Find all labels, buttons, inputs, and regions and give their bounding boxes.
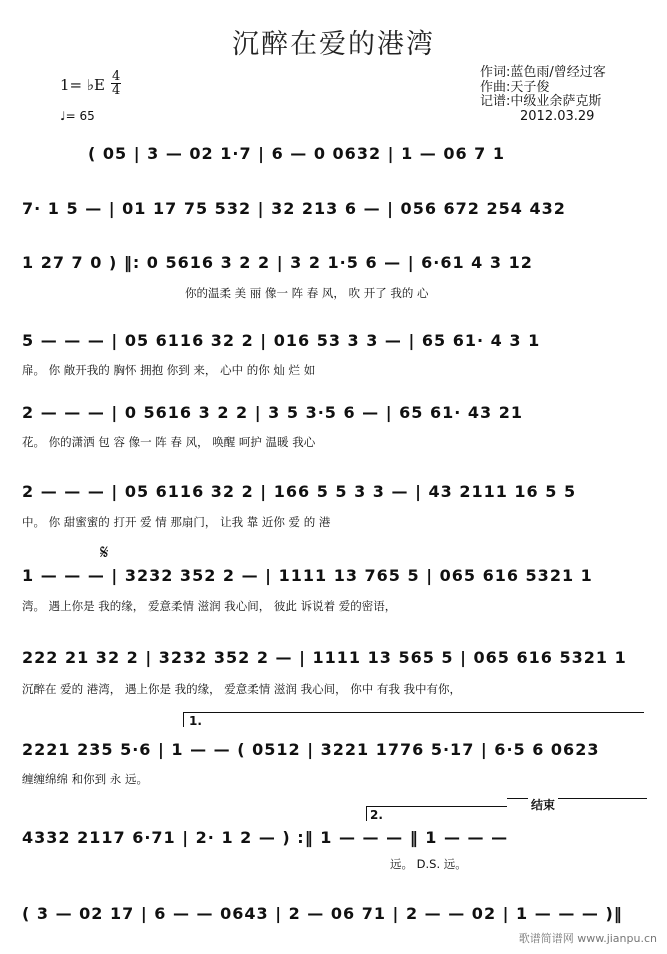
lyrics-row-9: 缠缠绵绵 和你到 永 远。 [22,772,148,786]
volta-2-label: 2. [370,808,383,822]
volta-1-label: 1. [189,714,202,728]
segno-sign: 𝄋 [100,540,109,564]
time-signature [111,70,121,97]
ending-label: 结束 [528,796,558,813]
lyrics-row-7: 湾。 遇上你是 我的缘， 爱意柔情 滋润 我心间， 彼此 诉说着 爱的密语， [22,599,397,613]
lyrics-row-6: 中。 你 甜蜜蜜的 打开 爱 情 那扇门， 让我 靠 近你 爱 的 港 [22,515,331,529]
key-signature: 1= ♭E [60,76,105,94]
page-title: 沉醉在爱的港湾 [232,29,435,60]
meter-bottom: 4 [112,83,121,98]
score-row-9: 2221 235 5·6 | 1 — — ( 0512 | 3221 1776 5·17 | 6·5 6 0623 [22,740,600,759]
score-row-10: 4332 2117 6·71 | 2· 1 2 — ) :‖ 1 — — — ‖ 1 — — — [22,828,509,847]
lyrics-row-3: 你的温柔 美 丽 像一 阵 春 风， 吹 开了 我的 心 [185,286,429,300]
score-row-6: 2 — — — | 05 6116 32 2 | 166 5 5 3 3 — | 43 2111 16 5 5 [22,482,577,501]
score-row-1: ( 05 | 3 — 02 1·7 | 6 — 0 0632 | 1 — 06 7 1 [88,144,506,163]
date: 2012.03.29 [520,108,595,124]
lyrics-row-4: 扉。 你 敞开我的 胸怀 拥抱 你到 来， 心中 的你 灿 烂 如 [22,363,316,377]
score-row-3: 1 27 7 0 ) ‖: 0 5616 3 2 2 | 3 2 1·5 6 — | 6·61 4 3 12 [22,253,533,272]
score-row-4: 5 — — — | 05 6116 32 2 | 016 53 3 3 — | 65 61· 4 3 1 [22,331,541,350]
score-row-5: 2 — — — | 0 5616 3 2 2 | 3 5 3·5 6 — | 65 61· 43 21 [22,403,524,422]
lyrics-row-5: 花。 你的潇洒 包 容 像一 阵 春 风， 唤醒 呵护 温暖 我心 [22,435,316,449]
lyricist: 作词:蓝色雨/曾经过客 [480,65,606,80]
score-row-2: 7· 1 5 — | 01 17 75 532 | 32 213 6 — | 056 672 254 432 [22,199,566,218]
credits [480,66,606,124]
composer: 作曲:天子俊 [480,79,550,95]
score-row-11: ( 3 — 02 17 | 6 — — 0643 | 2 — 06 71 | 2 — — 02 | 1 — — — )‖ [22,904,623,923]
transcriber: 记谱:中级业余萨克斯 [480,94,602,109]
watermark: 歌谱简谱网 www.jianpu.cn [518,932,657,945]
volta-1-bracket [183,712,644,727]
lyrics-row-8: 沉醉在 爱的 港湾， 遇上你是 我的缘， 爱意柔情 滋润 我心间， 你中 有我 我中有你， [22,682,462,696]
volta-2-bracket [366,806,507,821]
meter-top: 4 [112,69,121,84]
lyrics-row-10: 远。 D.S. 远。 [390,857,467,871]
score-row-7: 1 — — — | 3232 352 2 — | 1111 13 765 5 | 065 616 5321 1 [22,566,593,585]
tempo-mark: ♩= 65 [60,109,95,123]
score-row-8: 222 21 32 2 | 3232 352 2 — | 1111 13 565 5 | 065 616 5321 1 [22,648,627,667]
